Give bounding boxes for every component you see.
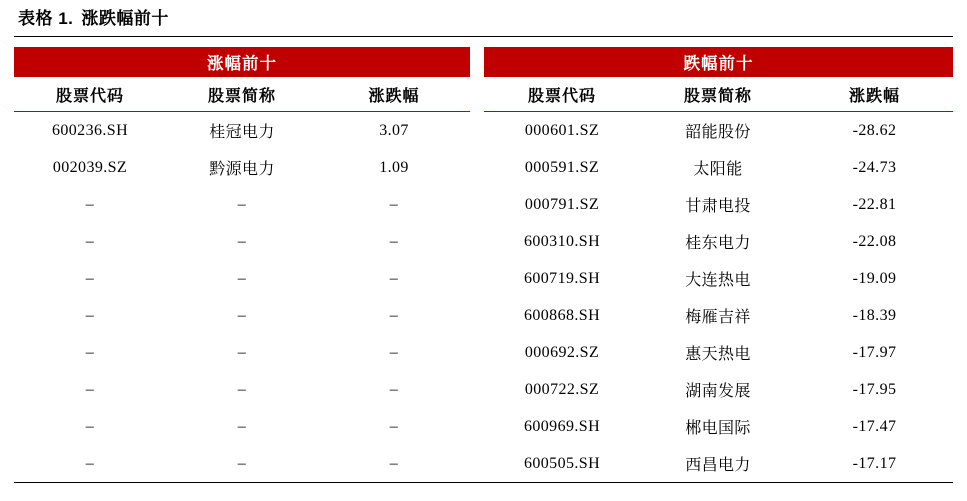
cell-left-change: – (389, 232, 399, 250)
cell-right-code: 000722.SZ (524, 380, 600, 398)
table-body (14, 112, 953, 483)
cell-left-change: – (389, 269, 399, 287)
column-header-row (14, 77, 953, 112)
cell-left-change: 3.07 (379, 121, 409, 139)
cell-right-change: -17.97 (852, 343, 897, 361)
column-gap (470, 47, 484, 77)
column-gap (470, 445, 484, 482)
cell-right-change: -18.39 (852, 306, 897, 324)
cell-left-change: – (389, 343, 399, 361)
cell-left-name: – (237, 380, 247, 398)
caption-title: 涨跌幅前十 (81, 9, 169, 28)
cell-right-name: 西昌电力 (685, 457, 751, 474)
group-header-losers: 跌幅前十 (484, 47, 953, 77)
column-header-right-change: 涨跌幅 (796, 77, 953, 112)
cell-left-name: – (237, 417, 247, 435)
cell-left-change: – (389, 454, 399, 472)
cell-left-code: – (85, 195, 95, 213)
column-gap (470, 297, 484, 334)
cell-right-name: 韶能股份 (685, 124, 751, 141)
cell-right-change: -17.95 (852, 380, 897, 398)
cell-left-code: – (85, 380, 95, 398)
cell-right-change: -22.08 (852, 232, 897, 250)
cell-left-code: – (85, 306, 95, 324)
cell-left-code: – (85, 232, 95, 250)
cell-right-name: 梅雁吉祥 (685, 309, 751, 326)
column-gap (470, 77, 484, 112)
cell-right-code: 000791.SZ (524, 195, 600, 213)
cell-right-change: -24.73 (852, 158, 897, 176)
cell-right-name: 太阳能 (693, 161, 743, 178)
column-header-left-change: 涨跌幅 (318, 77, 470, 112)
table-row (14, 334, 953, 371)
cell-left-code: – (85, 269, 95, 287)
cell-right-code: 600969.SH (523, 417, 601, 435)
cell-right-code: 000692.SZ (524, 343, 600, 361)
caption-divider (14, 36, 953, 37)
column-gap (470, 186, 484, 223)
column-gap (470, 260, 484, 297)
table-bottom-divider (14, 482, 953, 483)
ranking-table (14, 47, 953, 482)
cell-right-change: -17.17 (852, 454, 897, 472)
cell-right-code: 600310.SH (523, 232, 601, 250)
cell-right-code: 600719.SH (523, 269, 601, 287)
cell-left-name: – (237, 269, 247, 287)
column-gap (470, 334, 484, 371)
cell-left-change: 1.09 (379, 158, 409, 176)
column-header-left-code: 股票代码 (14, 77, 166, 112)
cell-left-change: – (389, 195, 399, 213)
cell-left-name: – (237, 343, 247, 361)
table-row (14, 223, 953, 260)
cell-left-name: – (237, 232, 247, 250)
column-gap (470, 223, 484, 260)
cell-right-name: 甘肃电投 (685, 198, 751, 215)
cell-left-name: – (237, 454, 247, 472)
cell-right-code: 000591.SZ (524, 158, 600, 176)
cell-left-name: 黔源电力 (209, 161, 275, 178)
column-header-right-code: 股票代码 (484, 77, 640, 112)
cell-left-name: 桂冠电力 (209, 124, 275, 141)
group-header-gainers: 涨幅前十 (14, 47, 470, 77)
cell-right-code: 000601.SZ (524, 121, 600, 139)
table-row (14, 445, 953, 482)
cell-right-change: -19.09 (852, 269, 897, 287)
cell-right-code: 600868.SH (523, 306, 601, 324)
cell-right-name: 惠天热电 (685, 346, 751, 363)
column-gap (470, 149, 484, 186)
table-row (14, 371, 953, 408)
cell-left-code: 002039.SZ (52, 158, 128, 176)
cell-left-name: – (237, 195, 247, 213)
table-row (14, 297, 953, 334)
cell-left-name: – (237, 306, 247, 324)
cell-right-name: 郴电国际 (685, 420, 751, 437)
table-caption (14, 0, 953, 36)
cell-right-name: 桂东电力 (685, 235, 751, 252)
cell-right-name: 大连热电 (685, 272, 751, 289)
cell-left-code: 600236.SH (51, 121, 129, 139)
cell-right-change: -28.62 (852, 121, 897, 139)
column-header-left-name: 股票简称 (166, 77, 318, 112)
column-gap (470, 112, 484, 150)
cell-left-change: – (389, 417, 399, 435)
cell-right-name: 湖南发展 (685, 383, 751, 400)
table-row (14, 186, 953, 223)
cell-left-code: – (85, 417, 95, 435)
cell-right-change: -22.81 (852, 195, 897, 213)
table-row (14, 260, 953, 297)
caption-label: 表格 1. (18, 9, 74, 28)
table-row (14, 112, 953, 150)
table-row (14, 149, 953, 186)
group-header-row (14, 47, 953, 77)
cell-left-change: – (389, 306, 399, 324)
cell-left-change: – (389, 380, 399, 398)
cell-left-code: – (85, 343, 95, 361)
cell-right-code: 600505.SH (523, 454, 601, 472)
cell-right-change: -17.47 (852, 417, 897, 435)
table-row (14, 408, 953, 445)
column-header-right-name: 股票简称 (640, 77, 796, 112)
cell-left-code: – (85, 454, 95, 472)
column-gap (470, 371, 484, 408)
column-gap (470, 408, 484, 445)
